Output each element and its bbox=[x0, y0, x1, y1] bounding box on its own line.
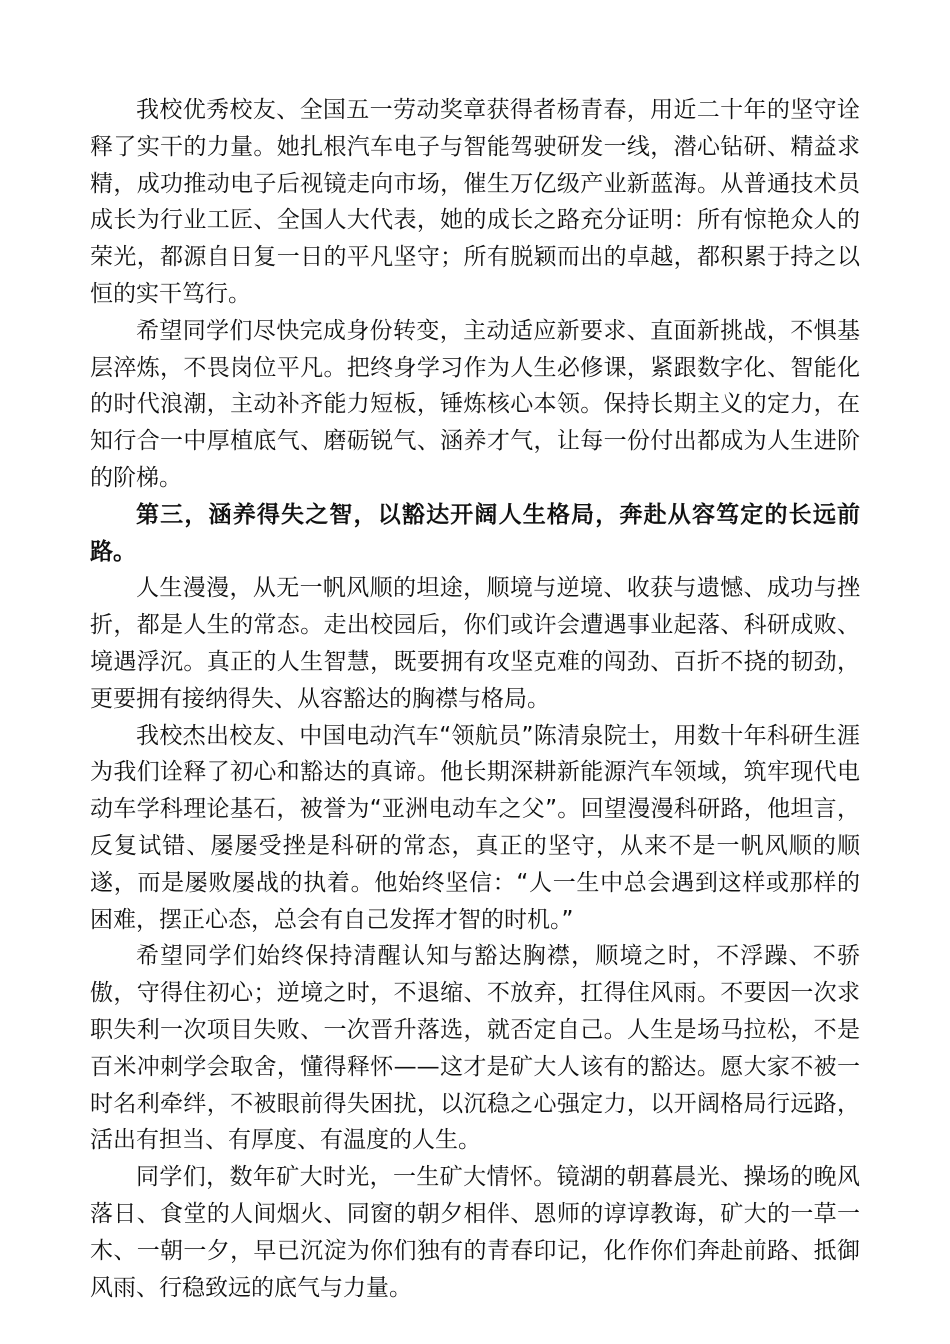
paragraph-hope-identity-shift: 希望同学们尽快完成身份转变，主动适应新要求、直面新挑战，不惧基层淬炼，不畏岗位平凡。把终身学习作为人生必修课，紧跟数字化、智能化的时代浪潮，主动补齐能力短板，锤炼核心本领。保持长期主义的定力，在知行合一中厚植底气、磨砺锐气、涵养才气，让每一份付出都成为人生进阶的阶梯。 bbox=[90, 317, 860, 491]
paragraph-life-ups-downs: 人生漫漫，从无一帆风顺的坦途，顺境与逆境、收获与遗憾、成功与挫折，都是人生的常态。走出校园后，你们或许会遭遇事业起落、科研成败、境遇浮沉。真正的人生智慧，既要拥有攻坚克难的闯劲、百折不挠的韧劲，更要拥有接纳得失、从容豁达的胸襟与格局。 bbox=[90, 575, 860, 712]
paragraph-closing-memories: 同学们，数年矿大时光，一生矿大情怀。镜湖的朝暮晨光、操场的晚风落日、食堂的人间烟火、同窗的朝夕相伴、恩师的谆谆教诲，矿大的一草一木、一朝一夕，早已沉淀为你们独有的青春印记，化作你们奔赴前路、抵御风雨、行稳致远的底气与力量。 bbox=[90, 1164, 860, 1301]
paragraph-chen-qingquan: 我校杰出校友、中国电动汽车“领航员”陈清泉院士，用数十年科研生涯为我们诠释了初心和豁达的真谛。他长期深耕新能源汽车领域，筑牢现代电动车学科理论基石，被誉为“亚洲电动车之父”。回望漫漫科研路，他坦言，反复试错、屡屡受挫是科研的常态，真正的坚守，从来不是一帆风顺的顺遂，而是屡败屡战的执着。他始终坚信：“人一生中总会遇到这样或那样的困难，摆正心态，总会有自己发挥才智的时机。” bbox=[90, 722, 860, 933]
paragraph-yang-qingchun: 我校优秀校友、全国五一劳动奖章获得者杨青春，用近二十年的坚守诠释了实干的力量。她扎根汽车电子与智能驾驶研发一线，潜心钻研、精益求精，成功推动电子后视镜走向市场，催生万亿级产业新蓝海。从普通技术员成长为行业工匠、全国人大代表，她的成长之路充分证明：所有惊艳众人的荣光，都源自日复一日的平凡坚守；所有脱颖而出的卓越，都积累于持之以恒的实干笃行。 bbox=[90, 97, 860, 307]
document-body bbox=[90, 92, 860, 1306]
section-heading-third: 第三，涵养得失之智，以豁达开阔人生格局，奔赴从容笃定的长远前路。 bbox=[90, 501, 860, 565]
paragraph-hope-broad-mind: 希望同学们始终保持清醒认知与豁达胸襟，顺境之时，不浮躁、不骄傲，守得住初心；逆境之时，不退缩、不放弃，扛得住风雨。不要因一次求职失利一次项目失败、一次晋升落选，就否定自己。人生是场马拉松，不是百米冲刺学会取舍，懂得释怀——这才是矿大人该有的豁达。愿大家不被一时名利牵绊，不被眼前得失困扰，以沉稳之心强定力，以开阔格局行远路，活出有担当、有厚度、有温度的人生。 bbox=[90, 943, 860, 1154]
